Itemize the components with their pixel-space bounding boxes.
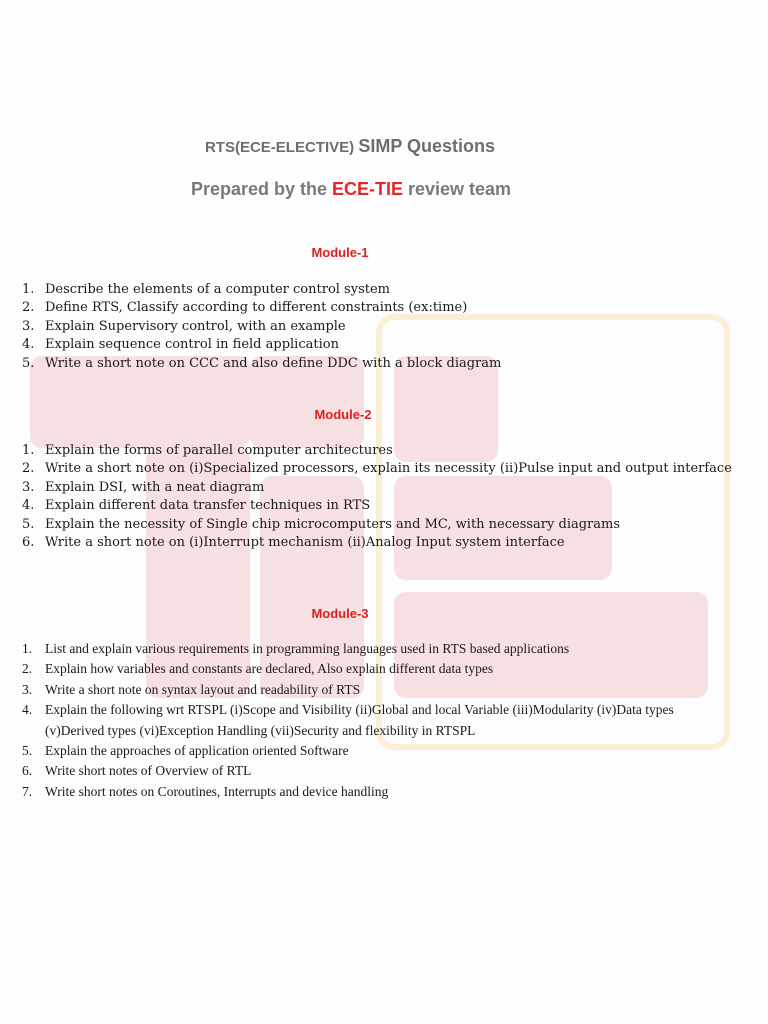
question-item: 3. Explain Supervisory control, with an example xyxy=(22,318,346,334)
module-heading: Module-3 xyxy=(311,606,369,621)
question-item: 6. Write a short note on (i)Interrupt mechanism (ii)Analog Input system interface xyxy=(22,535,565,551)
title-prefix: RTS(ECE-ELECTIVE) xyxy=(204,139,359,156)
question-item: 5. Write a short note on CCC and also define DDC with a block diagram xyxy=(22,355,502,371)
question-item: 2. Define RTS, Classify according to different constraints (ex:time) xyxy=(22,300,468,316)
question-list-module-2 xyxy=(0,442,740,552)
question-list-module-1 xyxy=(0,281,740,373)
question-item: 2. Write a short note on (i)Specialized processors, explain its necessity (ii)Pulse input and output interface xyxy=(22,461,732,477)
question-item: 5. Explain the necessity of Single chip microcomputers and MC, with necessary diagrams xyxy=(22,516,621,532)
question-item: 4. Explain the following wrt RTSPL (i)Scope and Visibility (ii)Global and local Variable (iii)Modularity (iv)Data types (v)Derived types (vi)Exception Handling (vii)Security and flexibility in RTSPL xyxy=(22,702,674,738)
subtitle-before: Prepared by the xyxy=(190,179,332,199)
question-item: 1. Explain the forms of parallel computer architectures xyxy=(22,443,393,458)
module-heading: Module-1 xyxy=(311,245,369,260)
question-item: 3. Write a short note on syntax layout and readability of RTS xyxy=(22,681,361,697)
question-item: 5. Explain the approaches of application oriented Software xyxy=(22,743,349,759)
question-item: 6. Write short notes of Overview of RTL xyxy=(22,763,252,779)
module-heading: Module-2 xyxy=(314,407,372,422)
question-item: 3. Explain DSI, with a neat diagram xyxy=(22,479,265,495)
subtitle-after: review team xyxy=(403,179,512,199)
question-item: 1. List and explain various requirements in programming languages used in RTS based applications xyxy=(22,641,570,656)
question-item: 4. Explain sequence control in field application xyxy=(22,337,339,353)
document-title xyxy=(0,136,700,157)
document-subtitle xyxy=(0,179,702,200)
title-main: SIMP Questions xyxy=(358,136,496,156)
question-item: 2. Explain how variables and constants are declared, Also explain different data types xyxy=(22,661,494,677)
team-name: ECE-TIE xyxy=(331,179,403,199)
question-item: 7. Write short notes on Coroutines, Interrupts and device handling xyxy=(22,783,389,799)
question-list-module-3 xyxy=(0,639,690,802)
question-item: 4. Explain different data transfer techniques in RTS xyxy=(22,498,371,514)
question-item: 1. Describe the elements of a computer control system xyxy=(22,282,390,297)
